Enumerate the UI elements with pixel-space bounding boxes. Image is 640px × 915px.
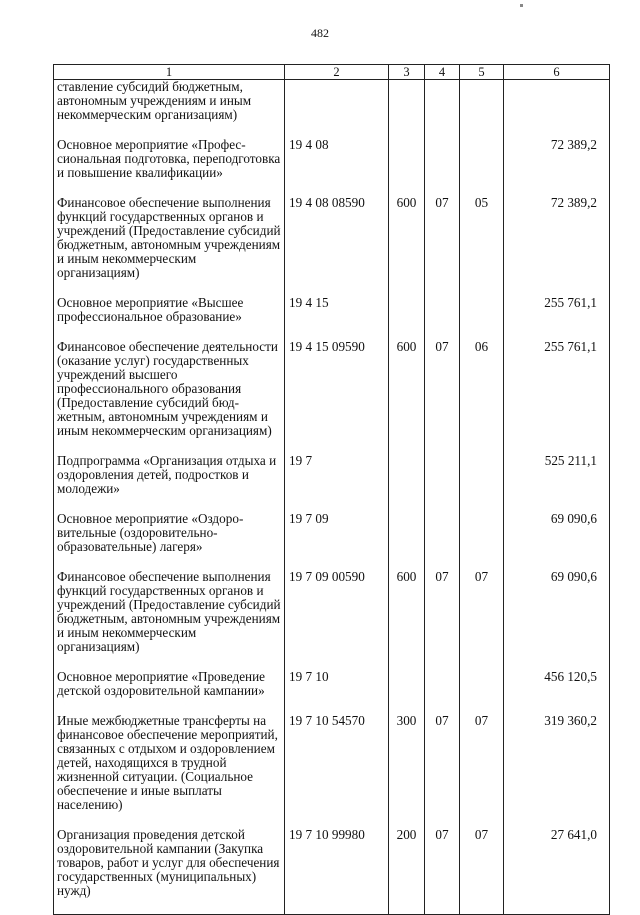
cell-vr: 300	[389, 714, 425, 828]
cell-name: Основное мероприятие «Проведение детской оздоровительной кампании»	[54, 670, 285, 714]
cell-sum	[504, 80, 610, 139]
table-row	[54, 828, 610, 915]
column-header-6: 6	[504, 65, 610, 80]
cell-pr: 06	[460, 340, 504, 454]
cell-rz: 07	[425, 340, 460, 454]
cell-rz	[425, 296, 460, 340]
cell-name: Иные межбюджетные трансферты на финансовое обеспечение мероприятий, связанных с отдыхом и оздоровлением детей, находящихся в трудной жизненной ситуации. (Социальное обеспечение и иные выплаты населению)	[54, 714, 285, 828]
budget-table	[53, 64, 610, 915]
cell-rz: 07	[425, 196, 460, 296]
table-row	[54, 454, 610, 512]
cell-sum: 72 389,2	[504, 138, 610, 196]
cell-code	[285, 80, 389, 139]
cell-name: ставление субсидий бюджетным, автономным учреждениям и иным некоммерческим организациям)	[54, 80, 285, 139]
column-header-2: 2	[285, 65, 389, 80]
cell-sum: 69 090,6	[504, 512, 610, 570]
cell-vr	[389, 138, 425, 196]
cell-vr: 600	[389, 570, 425, 670]
cell-rz: 07	[425, 570, 460, 670]
column-header-5: 5	[460, 65, 504, 80]
cell-vr	[389, 454, 425, 512]
cell-rz	[425, 512, 460, 570]
column-header-3: 3	[389, 65, 425, 80]
cell-vr	[389, 296, 425, 340]
cell-sum: 255 761,1	[504, 340, 610, 454]
scan-mark	[520, 4, 523, 7]
cell-pr	[460, 670, 504, 714]
cell-vr: 600	[389, 340, 425, 454]
cell-sum: 456 120,5	[504, 670, 610, 714]
cell-code: 19 7 10	[285, 670, 389, 714]
cell-pr	[460, 454, 504, 512]
cell-name: Основное мероприятие «Оздоровительные (оздоровительно-образовательные) лагеря»	[54, 512, 285, 570]
cell-name: Основное мероприятие «Профессиональная подготовка, переподготовка и повышение квалификации»	[54, 138, 285, 196]
table-row	[54, 296, 610, 340]
column-header-4: 4	[425, 65, 460, 80]
cell-vr	[389, 80, 425, 139]
table-row	[54, 670, 610, 714]
cell-name: Финансовое обеспечение деятельности (оказание услуг) государственных учреждений высшего профессионального образования (Предоставление субсидий бюджетным, автономным учреждениям и иным некоммерческим организациям)	[54, 340, 285, 454]
table-row	[54, 714, 610, 828]
cell-name: Основное мероприятие «Высшее профессиональное образование»	[54, 296, 285, 340]
cell-pr: 05	[460, 196, 504, 296]
table-row	[54, 570, 610, 670]
cell-code: 19 7 09	[285, 512, 389, 570]
cell-pr	[460, 80, 504, 139]
cell-vr	[389, 512, 425, 570]
cell-name: Организация проведения детской оздоровительной кампании (Закупка товаров, работ и услуг для обеспечения государственных (муниципальных) нужд)	[54, 828, 285, 915]
cell-code: 19 4 15	[285, 296, 389, 340]
cell-code: 19 4 08	[285, 138, 389, 196]
cell-pr	[460, 296, 504, 340]
cell-name: Финансовое обеспечение выполнения функций государственных органов и учреждений (Предоставление субсидий бюджетным, автономным учреждениям и иным некоммерческим организациям)	[54, 570, 285, 670]
cell-vr: 200	[389, 828, 425, 915]
cell-pr	[460, 138, 504, 196]
table-row	[54, 138, 610, 196]
cell-name: Подпрограмма «Организация отдыха и оздоровления детей, подростков и молодежи»	[54, 454, 285, 512]
cell-code: 19 7	[285, 454, 389, 512]
table-row	[54, 512, 610, 570]
cell-sum: 255 761,1	[504, 296, 610, 340]
cell-sum: 69 090,6	[504, 570, 610, 670]
cell-pr: 07	[460, 570, 504, 670]
cell-sum: 525 211,1	[504, 454, 610, 512]
table-body	[54, 80, 610, 915]
cell-pr	[460, 512, 504, 570]
cell-rz	[425, 138, 460, 196]
cell-code: 19 4 08 08590	[285, 196, 389, 296]
cell-name: Финансовое обеспечение выполнения функций государственных органов и учреждений (Предоставление субсидий бюджетным, автономным учреждениям и иным некоммерческим организациям)	[54, 196, 285, 296]
cell-rz: 07	[425, 828, 460, 915]
cell-code: 19 7 10 54570	[285, 714, 389, 828]
cell-rz	[425, 670, 460, 714]
table-row	[54, 340, 610, 454]
cell-vr: 600	[389, 196, 425, 296]
table-header-row	[54, 65, 610, 80]
table-row	[54, 196, 610, 296]
cell-sum: 72 389,2	[504, 196, 610, 296]
cell-code: 19 4 15 09590	[285, 340, 389, 454]
cell-code: 19 7 10 99980	[285, 828, 389, 915]
cell-pr: 07	[460, 828, 504, 915]
page-number: 482	[311, 26, 329, 40]
cell-vr	[389, 670, 425, 714]
cell-rz	[425, 454, 460, 512]
column-header-1: 1	[54, 65, 285, 80]
cell-code: 19 7 09 00590	[285, 570, 389, 670]
cell-rz	[425, 80, 460, 139]
cell-pr: 07	[460, 714, 504, 828]
cell-sum: 27 641,0	[504, 828, 610, 915]
cell-rz: 07	[425, 714, 460, 828]
cell-sum: 319 360,2	[504, 714, 610, 828]
table-row	[54, 80, 610, 139]
